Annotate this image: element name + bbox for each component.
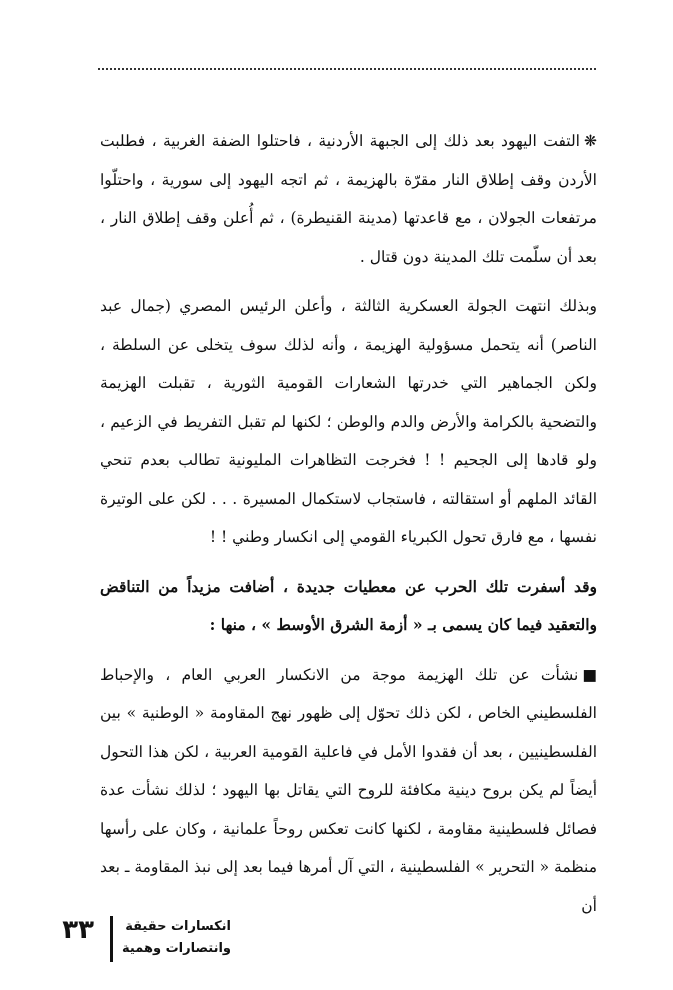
paragraph-4-text: نشأت عن تلك الهزيمة موجة من الانكسار العربي العام ، والإحباط الفلسطيني الخاص ، لكن ذلك تحوّل إلى ظهور نهج المقاومة « الوطنية » بين الفلسطينيين ، بعد أن فقدوا الأمل في فاعلية القومية العربية ، لكن هذا التحول أيضاً لم يكن بروح دينية مكافئة للروح التي يقاتل بها اليهود ؛ لذلك نشأت عدة فصائل فلسطينية مقاومة ، لكنها كانت تعكس روحاً علمانية ، وكان على رأسها منظمة « التحرير » الفلسطينية ، التي آل أمرها فيما بعد إلى نبذ المقاومة ـ بعد أن [100, 665, 597, 915]
running-book-title [121, 916, 231, 960]
book-title-line-2: وانتصارات وهمية [122, 941, 231, 956]
footer-divider [110, 916, 113, 962]
square-bullet-icon: ■ [582, 665, 597, 684]
paragraph-2 [100, 287, 597, 557]
asterisk-ornament-icon: ❋ [584, 132, 597, 150]
paragraph-2-text: وبذلك انتهت الجولة العسكرية الثالثة ، وأعلن الرئيس المصري (جمال عبد الناصر) أنه يتحمل مسؤولية الهزيمة ، وأنه لذلك سوف يتخلى عن السلطة ، ولكن الجماهير التي خدرتها الشعارات القومية الثورية ، تقبلت الهزيمة والتضحية بالكرامة والأرض والدم والوطن ؛ لكنها لم تقبل التفريط في الزعيم ، ولو قادها إلى الجحيم ! ! فخرجت التظاهرات المليونية تطالب بعدم تنحي القائد الملهم أو استقالته ، فاستجاب لاستكمال المسيرة . . . لكن على الوتيرة نفسها ، مع فارق تحول الكبرياء القومي إلى انكسار وطني ! ! [100, 297, 597, 546]
paragraph-3-text: وقد أسفرت تلك الحرب عن معطيات جديدة ، أضافت مزيداً من التناقض والتعقيد فيما كان يسمى بـ « أزمة الشرق الأوسط » ، منها : [100, 576, 597, 634]
page-number: ٣٣ [62, 915, 94, 945]
paragraph-4 [100, 656, 597, 926]
page-body [100, 122, 597, 936]
paragraph-1 [100, 122, 597, 276]
paragraph-3-bold [100, 568, 597, 645]
header-dotted-rule [98, 68, 596, 70]
page-footer [28, 910, 231, 970]
paragraph-1-text: التفت اليهود بعد ذلك إلى الجبهة الأردنية ، فاحتلوا الضفة الغربية ، فطلبت الأردن وقف إطلاق النار مقرّة بالهزيمة ، ثم اتجه اليهود إلى سورية ، واحتلّوا مرتفعات الجولان ، مع قاعدتها (مدينة القنيطرة) ، ثم أُعلن وقف إطلاق النار ، بعد أن سلّمت تلك المدينة دون قتال . [100, 132, 597, 266]
book-title-line-1: انكسارات حقيقة [125, 919, 231, 934]
